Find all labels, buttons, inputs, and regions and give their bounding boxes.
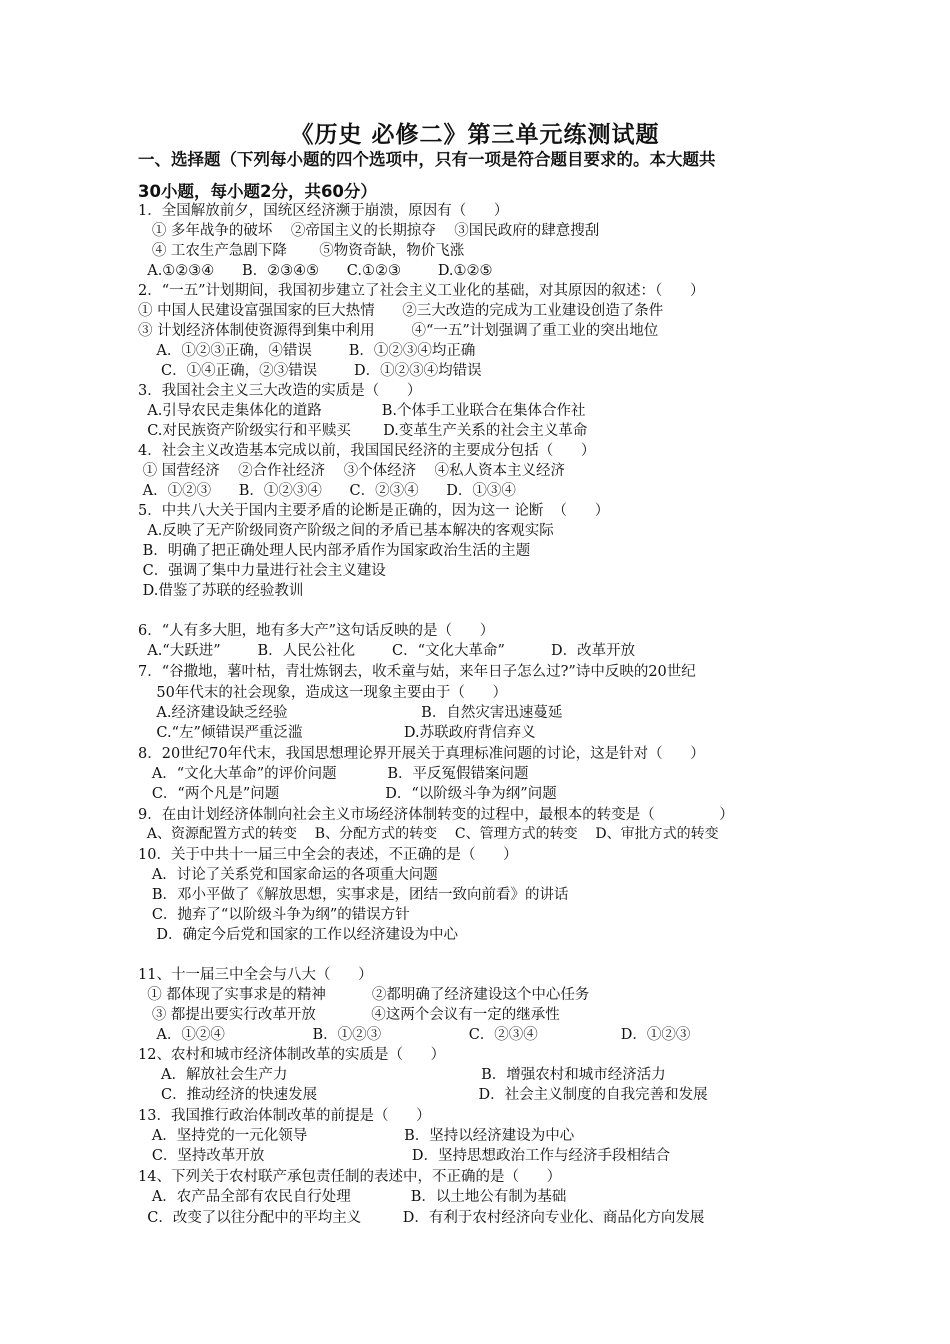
question-7-line-3: A.经济建设缺乏经验 B．自然灾害迅速蔓延 — [138, 705, 563, 721]
question-2-line-3: ③ 计划经济体制使资源得到集中利用 ④“一五”计划强调了重工业的突出地位 — [138, 323, 659, 339]
question-9-line-1: 9．在由计划经济体制向社会主义市场经济体制转变的过程中，最根本的转变是（ ） — [138, 807, 734, 823]
question-13-line-3: C．坚持改革开放 D．坚持思想政治工作与经济手段相结合 — [138, 1148, 671, 1164]
question-2-line-5: C．①④正确，②③错误 D．①②③④均错误 — [138, 363, 482, 379]
page-title: 《历史 必修二》第三单元练测试题 — [290, 122, 660, 148]
question-13-line-2: A．坚持党的一元化领导 B．坚持以经济建设为中心 — [138, 1128, 575, 1144]
question-1-line-4: A.①②③④ B．②③④⑤ C.①②③ D.①②⑤ — [138, 263, 493, 279]
question-2-line-1: 2．“一五”计划期间，我国初步建立了社会主义工业化的基础，对其原因的叙述：（ ） — [138, 283, 705, 299]
question-5-line-4: C．强调了集中力量进行社会主义建设 — [138, 563, 386, 579]
question-5-line-1: 5．中共八大关于国内主要矛盾的论断是正确的，因为这一 论断 （ ） — [138, 503, 610, 519]
section-heading-line-1: 一、选择题（下列每小题的四个选项中，只有一项是符合题目要求的。本大题共 — [138, 150, 716, 169]
question-5-line-2: A.反映了无产阶级同资产阶级之间的矛盾已基本解决的客观实际 — [138, 523, 554, 539]
question-7-line-1: 7．“谷撒地，薯叶枯，青壮炼钢去，收禾童与姑，来年日子怎么过?”诗中反映的20世纪 — [138, 664, 696, 680]
question-6-line-2: A.“大跃进” B．人民公社化 C．“文化大革命” D．改革开放 — [138, 643, 636, 659]
question-12-line-2: A．解放社会生产力 B．增强农村和城市经济活力 — [138, 1067, 666, 1083]
question-8-line-2: A．“文化大革命”的评价问题 B．平反冤假错案问题 — [138, 766, 529, 782]
section-heading-line-2: 30小题，每小题2分，共60分） — [138, 182, 377, 201]
question-14-line-3: C．改变了以往分配中的平均主义 D．有利于农村经济向专业化、商品化方向发展 — [138, 1210, 705, 1226]
question-5-line-5: D.借鉴了苏联的经验教训 — [138, 583, 304, 599]
question-10-line-3: B．邓小平做了《解放思想，实事求是，团结一致向前看》的讲话 — [138, 887, 569, 903]
question-13-line-1: 13．我国推行政治体制改革的前提是（ ） — [138, 1108, 431, 1124]
question-7-line-4: C.“左”倾错误严重泛滥 D.苏联政府背信弃义 — [138, 725, 536, 741]
question-14-line-2: A．农产品全部有农民自行处理 B．以土地公有制为基础 — [138, 1189, 567, 1205]
question-11-line-4: A．①②④ B．①②③ C．②③④ D．①②③ — [138, 1027, 691, 1043]
question-1-line-1: 1．全国解放前夕，国统区经济濒于崩溃，原因有（ ） — [138, 203, 509, 219]
question-10-line-2: A．讨论了关系党和国家命运的各项重大问题 — [138, 867, 438, 883]
question-14-line-1: 14、下列关于农村联产承包责任制的表述中，不正确的是（ ） — [138, 1169, 562, 1185]
question-9-line-2: A、资源配置方式的转变 B、分配方式的转变 C、管理方式的转变 D、审批方式的转变 — [138, 826, 719, 842]
question-8-line-3: C．“两个凡是”问题 D．“以阶级斗争为纲”问题 — [138, 786, 557, 802]
question-3-line-3: C.对民族资产阶级实行和平赎买 D.变革生产关系的社会主义革命 — [138, 423, 588, 439]
question-2-line-2: ① 中国人民建设富强国家的巨大热情 ②三大改造的完成为工业建设创造了条件 — [138, 303, 664, 319]
question-12-line-3: C．推动经济的快速发展 D．社会主义制度的自我完善和发展 — [138, 1087, 708, 1103]
question-8-line-1: 8．20世纪70年代末，我国思想理论界开展关于真理标准问题的讨论，这是针对（ ） — [138, 746, 705, 762]
question-10-line-4: C．抛弃了“以阶级斗争为纲”的错误方针 — [138, 907, 410, 923]
question-7-line-2: 50年代末的社会现象，造成这一现象主要由于（ ） — [138, 685, 508, 701]
question-12-line-1: 12、农村和城市经济体制改革的实质是（ ） — [138, 1047, 446, 1063]
question-11-line-2: ① 都体现了实事求是的精神 ②都明确了经济建设这个中心任务 — [138, 987, 590, 1003]
question-11-line-1: 11、十一届三中全会与八大（ ） — [138, 967, 373, 983]
question-4-line-2: ① 国营经济 ②合作社经济 ③个体经济 ④私人资本主义经济 — [138, 463, 566, 479]
question-5-line-3: B．明确了把正确处理人民内部矛盾作为国家政治生活的主题 — [138, 543, 531, 559]
question-3-line-1: 3．我国社会主义三大改造的实质是（ ） — [138, 383, 422, 399]
question-2-line-4: A．①②③正确，④错误 B．①②③④均正确 — [138, 343, 476, 359]
question-10-line-5: D．确定今后党和国家的工作以经济建设为中心 — [138, 927, 459, 943]
question-6-line-1: 6．“人有多大胆，地有多大产”这句话反映的是（ ） — [138, 623, 495, 639]
question-1-line-3: ④ 工农生产急剧下降 ⑤物资奇缺，物价飞涨 — [138, 243, 465, 259]
question-10-line-1: 10．关于中共十一届三中全会的表述，不正确的是（ ） — [138, 847, 518, 863]
question-4-line-3: A．①②③ B．①②③④ C．②③④ D．①③④ — [138, 483, 516, 499]
question-3-line-2: A.引导农民走集体化的道路 B.个体手工业联合在集体合作社 — [138, 403, 586, 419]
question-1-line-2: ① 多年战争的破坏 ②帝国主义的长期掠夺 ③国民政府的肆意搜刮 — [138, 223, 600, 239]
question-4-line-1: 4．社会主义改造基本完成以前，我国国民经济的主要成分包括（ ） — [138, 443, 596, 459]
question-11-line-3: ③ 都提出要实行改革开放 ④这两个会议有一定的继承性 — [138, 1007, 560, 1023]
